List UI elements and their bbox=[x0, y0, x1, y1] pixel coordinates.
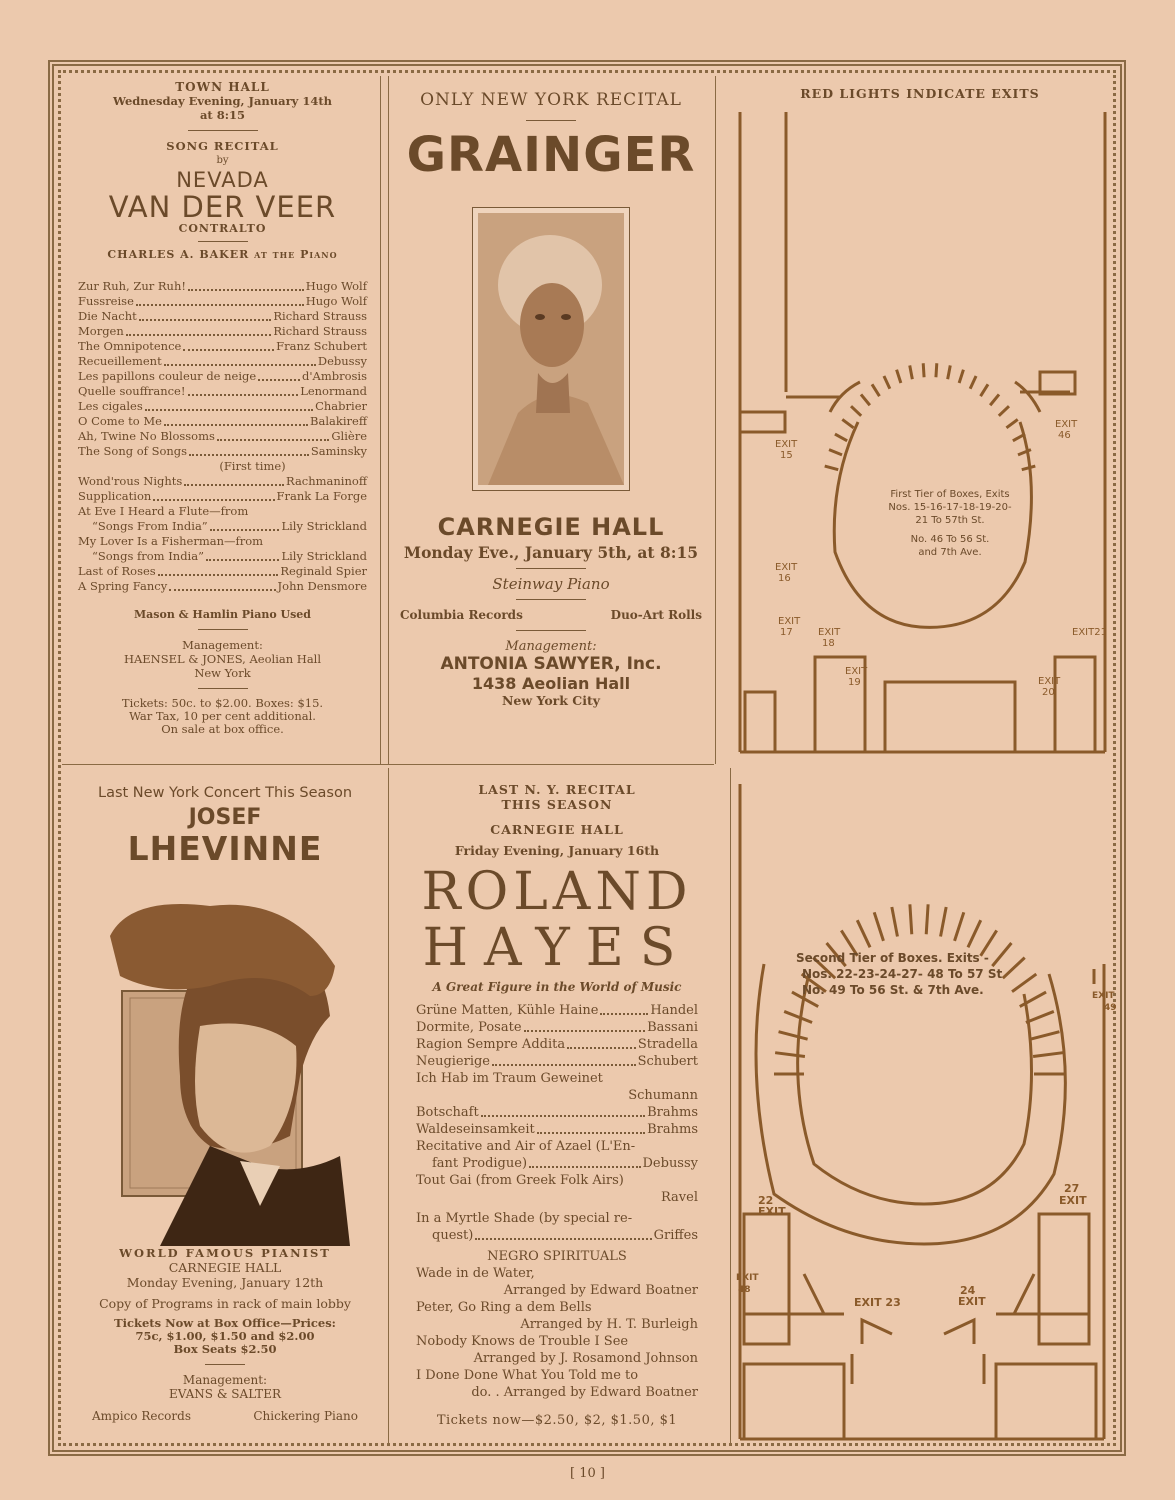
spirituals-heading: NEGRO SPIRITUALS bbox=[487, 1249, 627, 1264]
artist-name: GRAINGER bbox=[406, 127, 696, 183]
list-item: My Lover Is a Fisherman—from bbox=[78, 534, 264, 548]
header: ONLY NEW YORK RECITAL bbox=[420, 90, 682, 110]
box-partition bbox=[1026, 1011, 1054, 1022]
management-name: ANTONIA SAWYER, Inc. bbox=[440, 654, 662, 674]
artist-last-name: VAN DER VEER bbox=[108, 190, 337, 224]
composer: Schubert bbox=[637, 1054, 698, 1069]
list-item bbox=[416, 1121, 698, 1138]
svg-text:EXIT: EXIT bbox=[775, 439, 798, 450]
svg-text:27: 27 bbox=[1064, 1182, 1080, 1195]
header: Last New York Concert This Season bbox=[97, 785, 353, 801]
piece-title: Grüne Matten, Kühle Haine bbox=[416, 1003, 599, 1018]
svg-text:EXIT: EXIT bbox=[958, 1295, 986, 1308]
svg-text:EXIT21: EXIT21 bbox=[1072, 627, 1107, 638]
list-item: Recitative and Air of Azael (L'En- bbox=[416, 1139, 636, 1154]
box-partition bbox=[842, 419, 853, 427]
box-partition bbox=[897, 370, 901, 383]
piece-title: O Come to Me bbox=[78, 414, 162, 428]
box-partition bbox=[861, 394, 870, 405]
artist-first-name: ROLAND bbox=[421, 862, 693, 922]
list-item: Ravel bbox=[660, 1190, 698, 1205]
composer: Brahms bbox=[647, 1122, 698, 1137]
composer: John Densmore bbox=[277, 579, 367, 593]
box-partition bbox=[990, 394, 999, 405]
tagline: A Great Figure in the World of Music bbox=[432, 980, 682, 994]
list-item: At Eve I Heard a Flute—from bbox=[78, 504, 249, 518]
list-item: Arranged by Edward Boatner bbox=[503, 1283, 698, 1298]
column-divider bbox=[388, 768, 389, 1444]
box-partition bbox=[936, 363, 937, 377]
list-item bbox=[78, 324, 367, 339]
list-item bbox=[78, 414, 367, 429]
artist-last-name: HAYES bbox=[422, 918, 692, 978]
box-partition bbox=[948, 365, 951, 379]
list-item bbox=[78, 279, 367, 294]
list-item: fant Prodigue) Debussy bbox=[432, 1156, 698, 1171]
ticket-prices: Tickets now—$2.50, $2, $1.50, $1 bbox=[436, 1413, 678, 1428]
management-label: Management: bbox=[182, 638, 263, 652]
venue: CARNEGIE HALL bbox=[437, 513, 665, 541]
list-item bbox=[78, 474, 367, 489]
program-list bbox=[70, 279, 375, 594]
piece-title: Dormite, Posate bbox=[416, 1020, 522, 1035]
list-item: In a Myrtle Shade (by special re- bbox=[416, 1211, 633, 1226]
list-item bbox=[78, 384, 367, 399]
sponsors bbox=[392, 608, 710, 622]
piece-title: Die Nacht bbox=[78, 309, 137, 323]
svg-text:24: 24 bbox=[960, 1284, 976, 1297]
date: Friday Evening, January 16th bbox=[454, 843, 660, 858]
management-label: Management: bbox=[182, 1373, 268, 1387]
list-item bbox=[78, 489, 367, 504]
list-item: Peter, Go Ring a dem Bells bbox=[416, 1300, 592, 1315]
tax-note: War Tax, 10 per cent additional. bbox=[129, 709, 316, 723]
list-item bbox=[78, 579, 367, 594]
sale-note: On sale at box office. bbox=[161, 722, 284, 736]
box-partition bbox=[910, 365, 913, 379]
piece-title: The Song of Songs bbox=[78, 444, 188, 458]
rolls-label: Duo-Art Rolls bbox=[610, 608, 702, 622]
list-item bbox=[416, 1036, 698, 1053]
svg-text:EXIT: EXIT bbox=[818, 627, 841, 638]
composer: Richard Strauss bbox=[273, 324, 367, 338]
list-item bbox=[416, 1104, 698, 1121]
accompanist: CHARLES A. BAKER at the Piano bbox=[107, 248, 338, 261]
by-label: by bbox=[216, 155, 229, 166]
artist-first-name: JOSEF bbox=[188, 805, 262, 830]
management-city: New York bbox=[194, 666, 251, 680]
list-item: Ich Hab im Traum Geweinet bbox=[416, 1071, 603, 1086]
row-divider bbox=[62, 764, 714, 765]
svg-text:20: 20 bbox=[1042, 687, 1055, 698]
box-partition bbox=[970, 376, 976, 389]
composer: Balakireff bbox=[310, 414, 367, 428]
list-item bbox=[78, 429, 367, 444]
venue: CARNEGIE HALL bbox=[168, 1260, 282, 1275]
list-item bbox=[416, 1002, 698, 1019]
list-item bbox=[78, 399, 367, 414]
box-partition bbox=[857, 920, 870, 947]
svg-text:46: 46 bbox=[1058, 430, 1071, 441]
box-partition bbox=[999, 406, 1009, 416]
svg-text:15: 15 bbox=[780, 450, 793, 461]
piano-label: Chickering Piano bbox=[253, 1409, 358, 1423]
column-divider bbox=[715, 76, 716, 764]
svg-text:EXIT: EXIT bbox=[1055, 419, 1078, 430]
svg-text:EXIT 23: EXIT 23 bbox=[854, 1296, 901, 1309]
management-city: New York City bbox=[502, 693, 600, 708]
list-item: I Done Done What You Told me to bbox=[416, 1368, 639, 1383]
piece-title: Supplication bbox=[78, 489, 152, 503]
ticket-prices-list: 75c, $1.00, $1.50 and $2.00 bbox=[135, 1329, 315, 1343]
time: at 8:15 bbox=[199, 108, 246, 122]
composer: Rachmaninoff bbox=[286, 474, 367, 488]
box-partition bbox=[835, 434, 847, 441]
svg-text:EXIT: EXIT bbox=[775, 562, 798, 573]
piano-note: Mason & Hamlin Piano Used bbox=[134, 608, 311, 621]
box-partition bbox=[955, 912, 964, 941]
page-number: [ 10 ] bbox=[570, 1466, 605, 1481]
svg-text:EXIT: EXIT bbox=[1092, 991, 1115, 1001]
list-item bbox=[78, 309, 367, 324]
composer: Hugo Wolf bbox=[305, 294, 367, 308]
box-partition bbox=[825, 466, 839, 470]
column-divider bbox=[730, 768, 731, 1444]
composer: Franz Schubert bbox=[276, 339, 367, 353]
venue: CARNEGIE HALL bbox=[490, 822, 624, 837]
svg-text:18: 18 bbox=[822, 638, 835, 649]
box-partition bbox=[775, 1053, 805, 1057]
diagram-caption: First Tier of Boxes, Exits Nos. 15-16-17-18-19-20- 21 To 57th St. No. 46 To 56 St. and 7th Ave. bbox=[888, 489, 1012, 558]
artist-title: WORLD FAMOUS PIANIST bbox=[119, 1246, 331, 1260]
svg-text:EXIT: EXIT bbox=[778, 616, 801, 627]
list-item: Arranged by J. Rosamond Johnson bbox=[473, 1351, 698, 1366]
van-der-veer-ad bbox=[70, 80, 375, 736]
header-line2: THIS SEASON bbox=[501, 797, 613, 812]
box-partition bbox=[923, 363, 924, 377]
piece-title: Fussreise bbox=[78, 294, 134, 308]
list-item: “Songs from India” Lily Strickland bbox=[92, 549, 367, 563]
composer: Reginald Spier bbox=[280, 564, 367, 578]
first-time-note: (First time) bbox=[219, 459, 286, 473]
box-partition bbox=[892, 907, 898, 936]
first-tier-diagram bbox=[720, 80, 1120, 760]
box-partition bbox=[968, 920, 981, 947]
box-partition bbox=[941, 907, 947, 936]
column-divider bbox=[388, 76, 389, 764]
composer: Handel bbox=[650, 1003, 698, 1018]
management-name: EVANS & SALTER bbox=[169, 1387, 281, 1401]
box-partition bbox=[1006, 419, 1017, 427]
box-partition bbox=[784, 1011, 812, 1022]
piece-title: Les cigales bbox=[78, 399, 143, 413]
records-label: Columbia Records bbox=[400, 608, 523, 622]
piece-title: Waldeseinsamkeit bbox=[416, 1122, 535, 1137]
composer: Chabrier bbox=[315, 399, 367, 413]
list-item bbox=[78, 564, 367, 579]
ticket-prices: Tickets Now at Box Office—Prices: bbox=[114, 1316, 336, 1330]
list-item bbox=[78, 294, 367, 309]
column-divider bbox=[380, 76, 381, 764]
piece-title: A Spring Fancy bbox=[78, 579, 168, 593]
box-partition bbox=[1030, 1032, 1059, 1039]
programs-note: Copy of Programs in rack of main lobby bbox=[99, 1296, 351, 1311]
venue: TOWN HALL bbox=[175, 80, 270, 94]
composer: Brahms bbox=[647, 1105, 698, 1120]
box-partition bbox=[1033, 1053, 1063, 1057]
svg-text:22: 22 bbox=[758, 1194, 774, 1207]
composer: d'Ambrosis bbox=[302, 369, 367, 383]
svg-text:EXIT: EXIT bbox=[845, 666, 868, 677]
svg-text:19: 19 bbox=[848, 677, 861, 688]
list-item bbox=[78, 339, 367, 354]
piece-title: Neugierige bbox=[416, 1054, 491, 1069]
floor-plan bbox=[720, 102, 1120, 762]
list-item: Nobody Knows de Trouble I See bbox=[416, 1334, 629, 1349]
list-item: do. . Arranged by Edward Boatner bbox=[471, 1385, 698, 1400]
roland-hayes-ad bbox=[402, 782, 712, 1428]
list-item bbox=[78, 354, 367, 369]
piece-title: The Omnipotence bbox=[78, 339, 182, 353]
box-partition bbox=[829, 450, 842, 455]
svg-text:EXIT: EXIT bbox=[736, 1273, 759, 1283]
header-line1: LAST N. Y. RECITAL bbox=[478, 782, 636, 797]
piece-title: Les papillons couleur de neige bbox=[78, 369, 257, 383]
box-partition bbox=[1022, 466, 1036, 470]
piece-title: Recueillement bbox=[78, 354, 162, 368]
list-item bbox=[416, 1053, 698, 1070]
portrait-image bbox=[100, 876, 350, 1246]
svg-text:EXIT: EXIT bbox=[1038, 676, 1061, 687]
box-partition bbox=[872, 384, 879, 396]
date: Wednesday Evening, January 14th bbox=[112, 94, 333, 108]
piece-title: Morgen bbox=[78, 324, 124, 338]
svg-text:EXIT: EXIT bbox=[1059, 1194, 1087, 1207]
box-partition bbox=[884, 376, 890, 389]
svg-text:16: 16 bbox=[778, 573, 791, 584]
list-item: quest) Griffes bbox=[432, 1228, 698, 1243]
list-item: “Songs From India” Lily Strickland bbox=[92, 519, 367, 533]
box-seat-price: Box Seats $2.50 bbox=[173, 1342, 277, 1356]
composer: Lenormand bbox=[300, 384, 367, 398]
piece-title: Zur Ruh, Zur Ruh! bbox=[78, 279, 186, 293]
piece-title: Wond'rous Nights bbox=[78, 474, 183, 488]
piece-title: Last of Roses bbox=[78, 564, 156, 578]
date: Monday Eve., January 5th, at 8:15 bbox=[403, 543, 699, 562]
header: RED LIGHTS INDICATE EXITS bbox=[800, 86, 1040, 101]
svg-text:EXIT: EXIT bbox=[758, 1205, 786, 1218]
composer: Frank La Forge bbox=[276, 489, 367, 503]
artist-photo bbox=[472, 207, 630, 491]
voice-type: CONTRALTO bbox=[178, 222, 267, 235]
piece-title: Botschaft bbox=[416, 1105, 479, 1120]
ticket-prices: Tickets: 50c. to $2.00. Boxes: $15. bbox=[121, 696, 324, 710]
artist-first-name: NEVADA bbox=[176, 168, 269, 192]
floor-plan bbox=[734, 774, 1122, 1444]
program-list bbox=[402, 1002, 712, 1401]
composer: Debussy bbox=[317, 354, 367, 368]
second-tier-diagram bbox=[734, 774, 1122, 1444]
lhevinne-ad bbox=[70, 785, 380, 1423]
box-partition bbox=[981, 384, 988, 396]
piece-title: Quelle souffrance! bbox=[78, 384, 186, 398]
management-label: Management: bbox=[505, 639, 597, 654]
box-partition bbox=[910, 904, 912, 934]
box-partition bbox=[959, 370, 963, 383]
records-label: Ampico Records bbox=[92, 1409, 191, 1423]
sponsors bbox=[70, 1409, 380, 1423]
svg-text:17: 17 bbox=[780, 627, 793, 638]
composer: Glière bbox=[331, 429, 367, 443]
list-item bbox=[78, 444, 367, 459]
composer: Hugo Wolf bbox=[305, 279, 367, 293]
list-item bbox=[416, 1019, 698, 1036]
piano-note: Steinway Piano bbox=[492, 575, 610, 593]
svg-text:48: 48 bbox=[738, 1285, 751, 1295]
composer: Stradella bbox=[637, 1037, 698, 1052]
diagram-caption: Second Tier of Boxes. Exits - Nos. 22-23-24-27- 48 To 57 St No. 49 To 56 St. & 7th Ave. bbox=[796, 951, 1003, 997]
list-item: Tout Gai (from Greek Folk Airs) bbox=[416, 1173, 624, 1188]
management-address: 1438 Aeolian Hall bbox=[471, 674, 631, 693]
list-item: Wade in de Water, bbox=[416, 1266, 535, 1281]
box-partition bbox=[851, 406, 861, 416]
box-partition bbox=[926, 904, 928, 934]
box-partition bbox=[874, 912, 883, 941]
portrait-image bbox=[478, 213, 624, 485]
composer: Bassani bbox=[647, 1020, 698, 1035]
artist-last-name: LHEVINNE bbox=[127, 829, 323, 868]
list-item bbox=[78, 369, 367, 384]
list-item: Arranged by H. T. Burleigh bbox=[520, 1317, 698, 1332]
date: Monday Evening, January 12th bbox=[126, 1275, 324, 1290]
composer: Richard Strauss bbox=[273, 309, 367, 323]
composer: Saminsky bbox=[310, 444, 367, 458]
list-item: Schumann bbox=[628, 1088, 698, 1103]
box-partition bbox=[779, 1032, 808, 1039]
grainger-ad bbox=[392, 90, 710, 708]
piece-title: Ragion Sempre Addita bbox=[416, 1037, 566, 1052]
recital-type: SONG RECITAL bbox=[166, 139, 279, 153]
artist-photo bbox=[100, 876, 350, 1246]
management-name: HAENSEL & JONES, Aeolian Hall bbox=[123, 652, 322, 666]
piece-title: Ah, Twine No Blossoms bbox=[78, 429, 215, 443]
svg-text:49: 49 bbox=[1104, 1003, 1117, 1013]
